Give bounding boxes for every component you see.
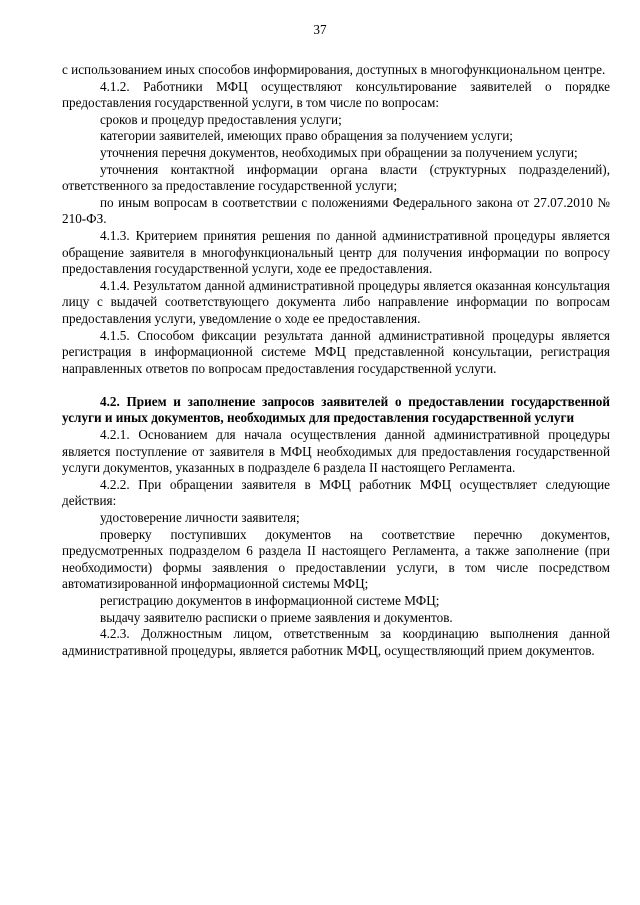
section-heading: 4.2. Прием и заполнение запросов заявителей о предоставлении государственной услуги и иных документов, необходимых для предоставления государственной услуги [62, 393, 610, 426]
paragraph: по иным вопросам в соответствии с положениями Федерального закона от 27.07.2010 № 210-ФЗ. [62, 194, 610, 227]
paragraph: выдачу заявителю расписки о приеме заявления и документов. [100, 609, 453, 625]
paragraph: проверку поступивших документов на соответствие перечню документов, предусмотренных подразделом 6 раздела II настоящего Регламента, а также заполнение (при необходимости) формы заявления о предоставлении услуги, в том числе посредством автоматизированной информационной системы МФЦ; [62, 526, 610, 592]
paragraph: уточнения контактной информации органа власти (структурных подразделений), ответственного за предоставление государственной услуги; [62, 161, 610, 194]
document-body [62, 62, 610, 659]
paragraph: 4.2.2. При обращении заявителя в МФЦ работник МФЦ осуществляет следующие действия: [62, 476, 610, 509]
paragraph: 4.1.2. Работники МФЦ осуществляют консультирование заявителей о порядке предоставления государственной услуги, в том числе по вопросам: [62, 78, 610, 111]
paragraph: уточнения перечня документов, необходимых при обращении за получением услуги; [100, 144, 578, 160]
page-number: 37 [313, 22, 327, 37]
paragraph: регистрацию документов в информационной системе МФЦ; [100, 593, 440, 608]
paragraph: 4.1.4. Результатом данной административной процедуры является оказанная консультация лицу с выдачей соответствующего документа либо направление информации по вопросам предоставления услуги, уведомление о ходе ее предоставления. [62, 277, 610, 326]
paragraph: удостоверение личности заявителя; [100, 510, 300, 526]
paragraph: 4.1.3. Критерием принятия решения по данной административной процедуры является обращение заявителя в многофункциональный центр для получения информации по вопросу предоставления государственной услуги, ходе ее предоставления. [62, 227, 610, 277]
paragraph: 4.2.1. Основанием для начала осуществления данной административной процедуры является поступление от заявителя в МФЦ необходимых для предоставления государственной услуги документов, указанных в подразделе 6 раздела II настоящего Регламента. [62, 427, 610, 476]
paragraph: 4.2.3. Должностным лицом, ответственным за координацию выполнения данной административной процедуры, является работник МФЦ, осуществляющий прием документов. [62, 626, 610, 658]
paragraph: с использованием иных способов информирования, доступных в многофункциональном центре. [62, 62, 606, 77]
paragraph: сроков и процедур предоставления услуги; [100, 111, 342, 127]
paragraph: 4.1.5. Способом фиксации результата данной административной процедуры является регистрация в информационной системе МФЦ представленной консультации, регистрация направленных ответов по вопросам предоставления государственной услуги. [62, 327, 610, 376]
paragraph: категории заявителей, имеющих право обращения за получением услуги; [100, 128, 513, 144]
